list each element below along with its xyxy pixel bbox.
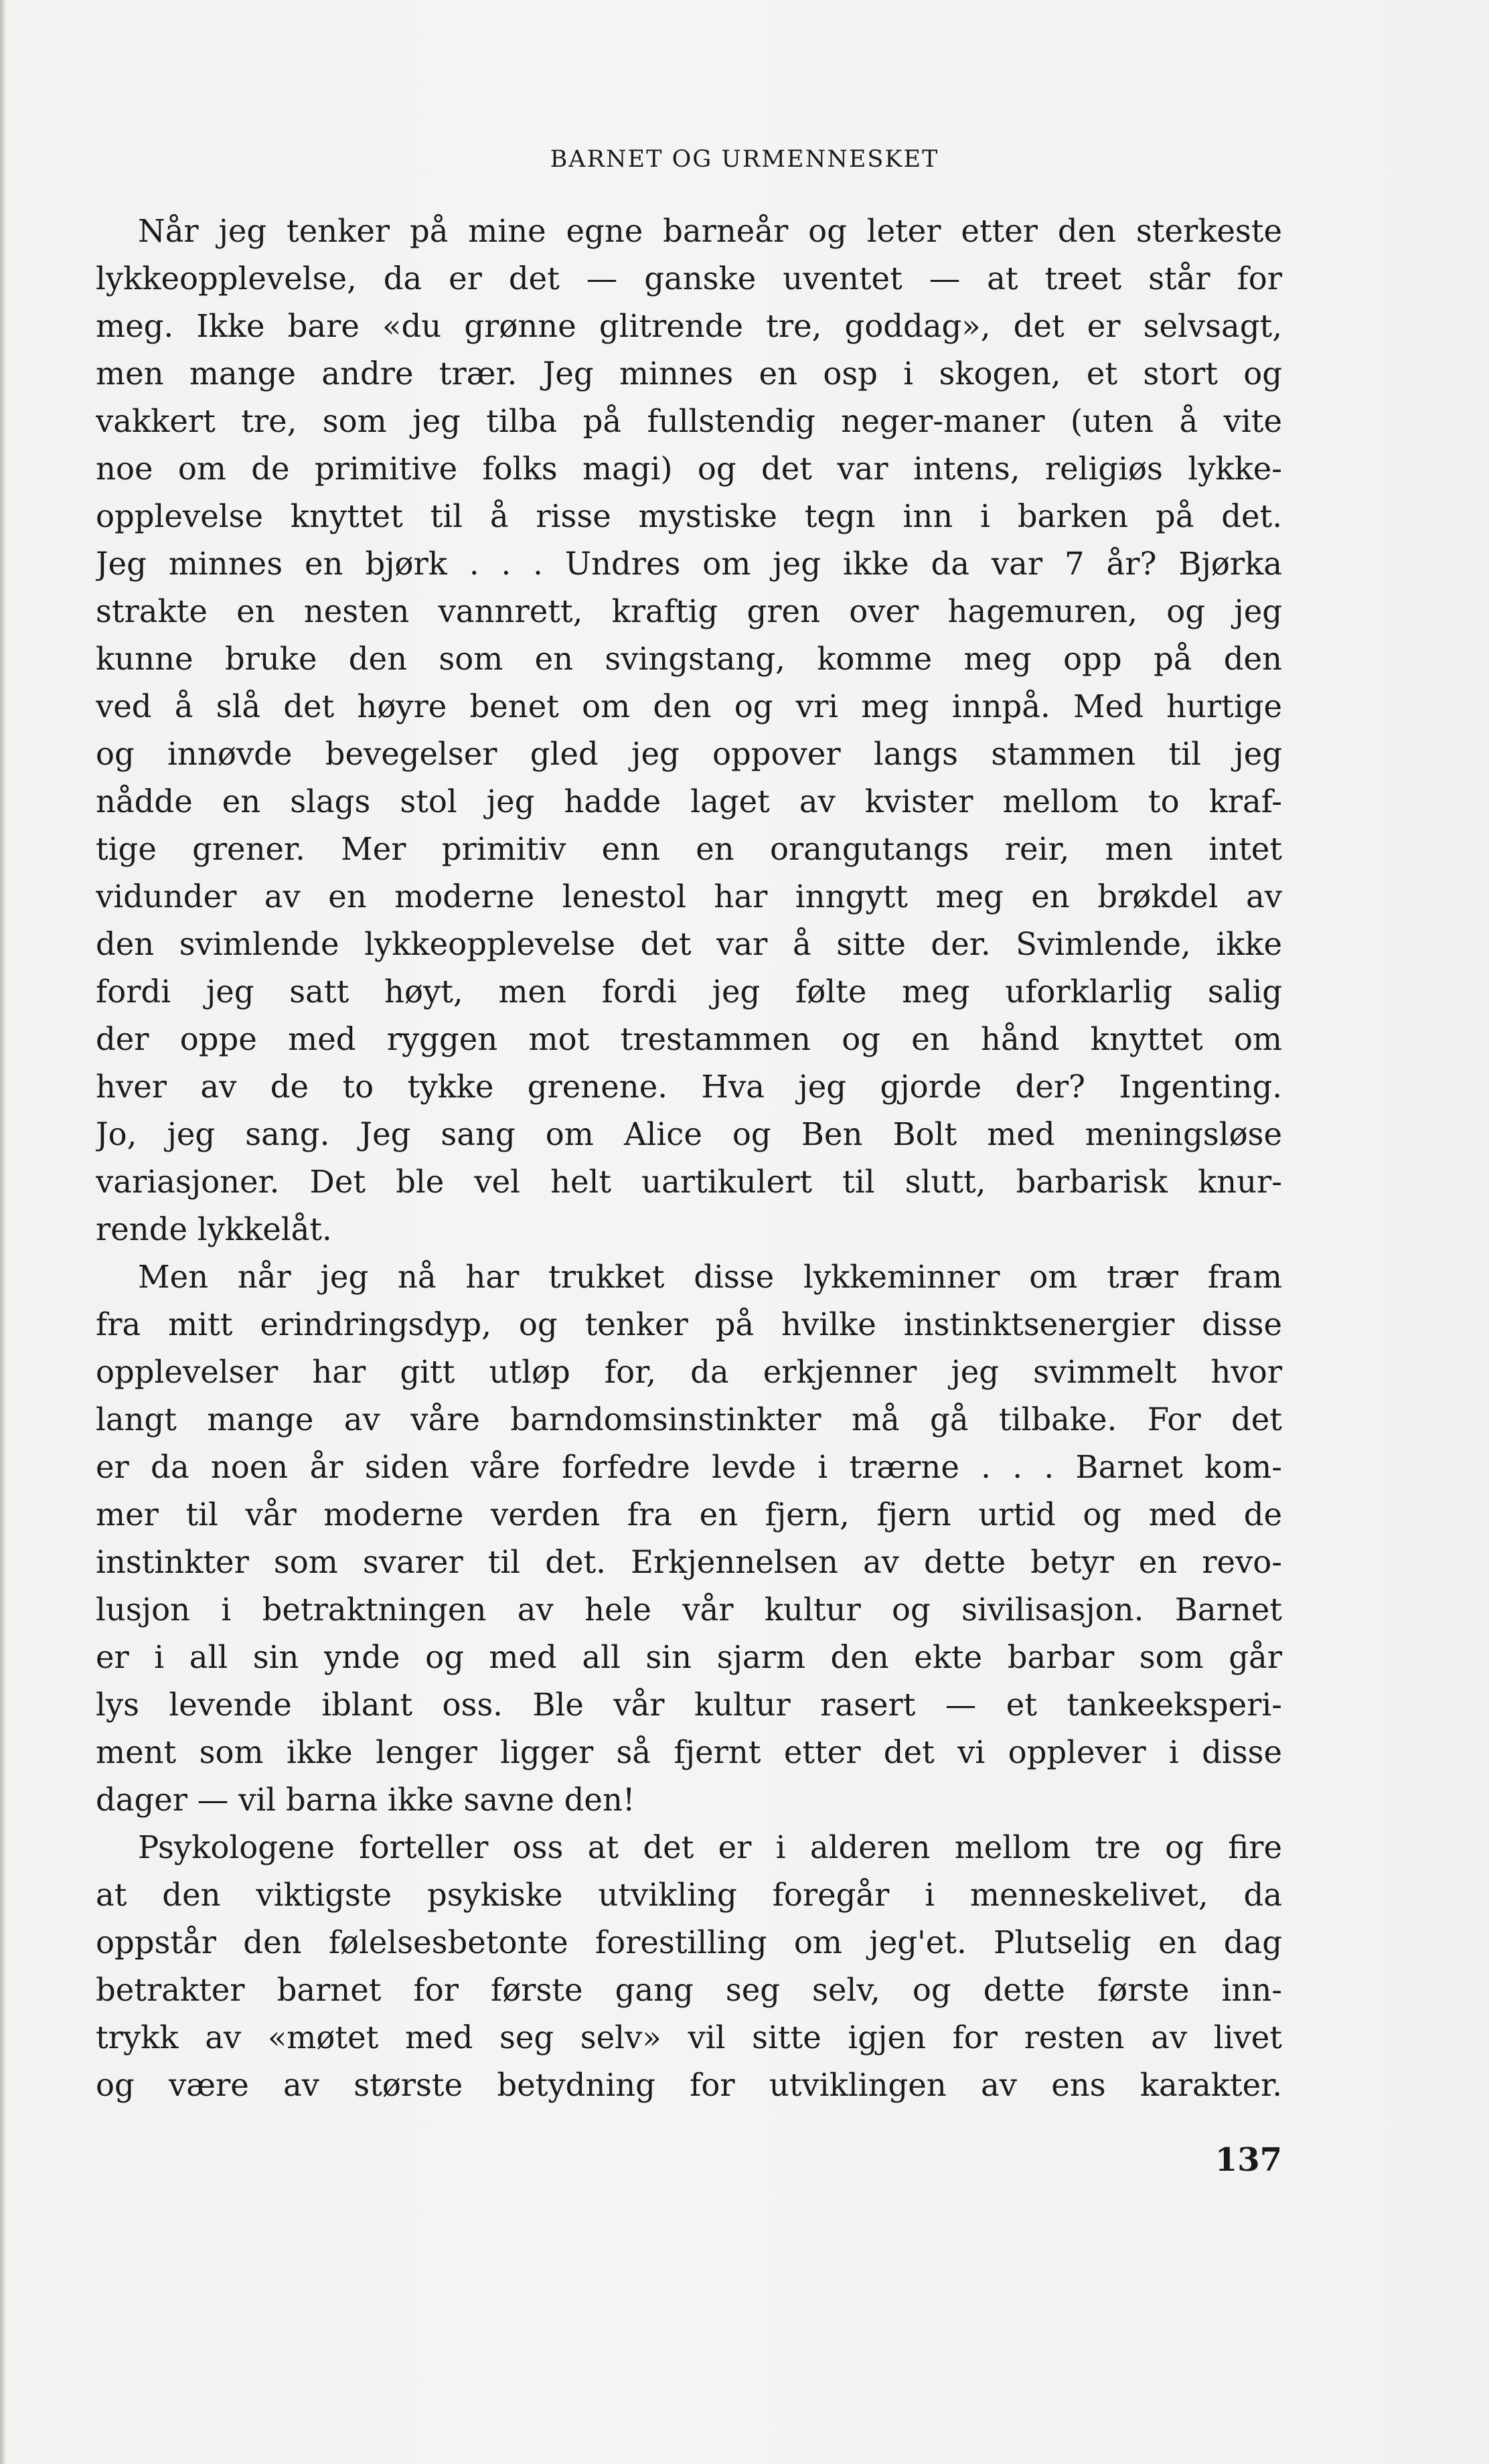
text-line: lusjon i betraktningen av hele vår kultur og sivilisasjon. Barnet (96, 1592, 1282, 1628)
text-line: men mange andre trær. Jeg minnes en osp i skogen, et stort og (96, 356, 1282, 392)
text-line: er i all sin ynde og med all sin sjarm den ekte barbar som går (96, 1639, 1282, 1675)
text-line: lykkeopplevelse, da er det — ganske uventet — at treet står for (96, 260, 1282, 297)
page-number: 137 (1214, 2141, 1282, 2179)
text-line: oppstår den følelsesbetonte forestilling om jeg'et. Plutselig en dag (96, 1924, 1282, 1960)
text-line: rende lykkelåt. (96, 1211, 332, 1247)
text-line: fordi jeg satt høyt, men fordi jeg følte meg uforklarlig salig (96, 974, 1282, 1010)
text-line: Men når jeg nå har trukket disse lykkeminner om trær fram (138, 1259, 1282, 1295)
text-line: kunne bruke den som en svingstang, komme meg opp på den (96, 641, 1282, 677)
page-edge-shadow (0, 0, 5, 2464)
text-line: strakte en nesten vannrett, kraftig gren over hagemuren, og jeg (96, 593, 1282, 629)
text-line: tige grener. Mer primitiv enn en orangutangs reir, men intet (96, 831, 1282, 867)
paragraph-3 (96, 1824, 1282, 2109)
text-line: opplevelser har gitt utløp for, da erkjenner jeg svimmelt hvor (96, 1354, 1282, 1390)
paragraph-1 (96, 208, 1282, 1253)
body-text (96, 208, 1282, 2109)
text-line: betrakter barnet for første gang seg selv, og dette første inn- (96, 1972, 1282, 2008)
text-line: instinkter som svarer til det. Erkjennelsen av dette betyr en revo- (96, 1544, 1282, 1580)
text-line: er da noen år siden våre forfedre levde i trærne . . . Barnet kom- (96, 1449, 1282, 1485)
text-line: nådde en slags stol jeg hadde laget av kvister mellom to kraf- (96, 783, 1282, 820)
running-head: BARNET OG URMENNESKET (550, 146, 939, 173)
text-line: langt mange av våre barndomsinstinkter må gå tilbake. For det (96, 1401, 1282, 1438)
text-line: dager — vil barna ikke savne den! (96, 1782, 635, 1818)
text-line: lys levende iblant oss. Ble vår kultur rasert — et tankeeksperi- (96, 1687, 1282, 1723)
text-line: opplevelse knyttet til å risse mystiske tegn inn i barken på det. (96, 498, 1282, 534)
text-line: vidunder av en moderne lenestol har inngytt meg en brøkdel av (96, 878, 1282, 915)
text-line: ved å slå det høyre benet om den og vri meg innpå. Med hurtige (96, 688, 1282, 724)
text-line: Psykologene forteller oss at det er i alderen mellom tre og fire (138, 1829, 1282, 1865)
text-line: variasjoner. Det ble vel helt uartikulert til slutt, barbarisk knur- (96, 1164, 1282, 1200)
text-line: meg. Ikke bare «du grønne glitrende tre, goddag», det er selvsagt, (96, 308, 1282, 344)
text-line: trykk av «møtet med seg selv» vil sitte igjen for resten av livet (96, 2019, 1282, 2056)
paragraph-2 (96, 1253, 1282, 1824)
text-line: at den viktigste psykiske utvikling foregår i menneskelivet, da (96, 1877, 1282, 1913)
text-line: den svimlende lykkeopplevelse det var å sitte der. Svimlende, ikke (96, 926, 1282, 962)
text-line: hver av de to tykke grenene. Hva jeg gjorde der? Ingenting. (96, 1069, 1282, 1105)
text-line: og innøvde bevegelser gled jeg oppover langs stammen til jeg (96, 736, 1282, 772)
text-line: vakkert tre, som jeg tilba på fullstendig neger-maner (uten å vite (96, 403, 1282, 439)
text-line: ment som ikke lenger ligger så fjernt etter det vi opplever i disse (96, 1734, 1282, 1770)
text-line: Jo, jeg sang. Jeg sang om Alice og Ben Bolt med meningsløse (96, 1116, 1282, 1152)
text-line: mer til vår moderne verden fra en fjern, fjern urtid og med de (96, 1496, 1282, 1533)
text-line: der oppe med ryggen mot trestammen og en hånd knyttet om (96, 1021, 1282, 1057)
text-line: fra mitt erindringsdyp, og tenker på hvilke instinktsenergier disse (96, 1306, 1282, 1342)
text-line: og være av største betydning for utviklingen av ens karakter. (96, 2067, 1282, 2103)
text-line: noe om de primitive folks magi) og det var intens, religiøs lykke- (96, 451, 1282, 487)
text-line: Jeg minnes en bjørk . . . Undres om jeg ikke da var 7 år? Bjørka (96, 546, 1282, 582)
text-line: Når jeg tenker på mine egne barneår og leter etter den sterkeste (138, 213, 1282, 249)
